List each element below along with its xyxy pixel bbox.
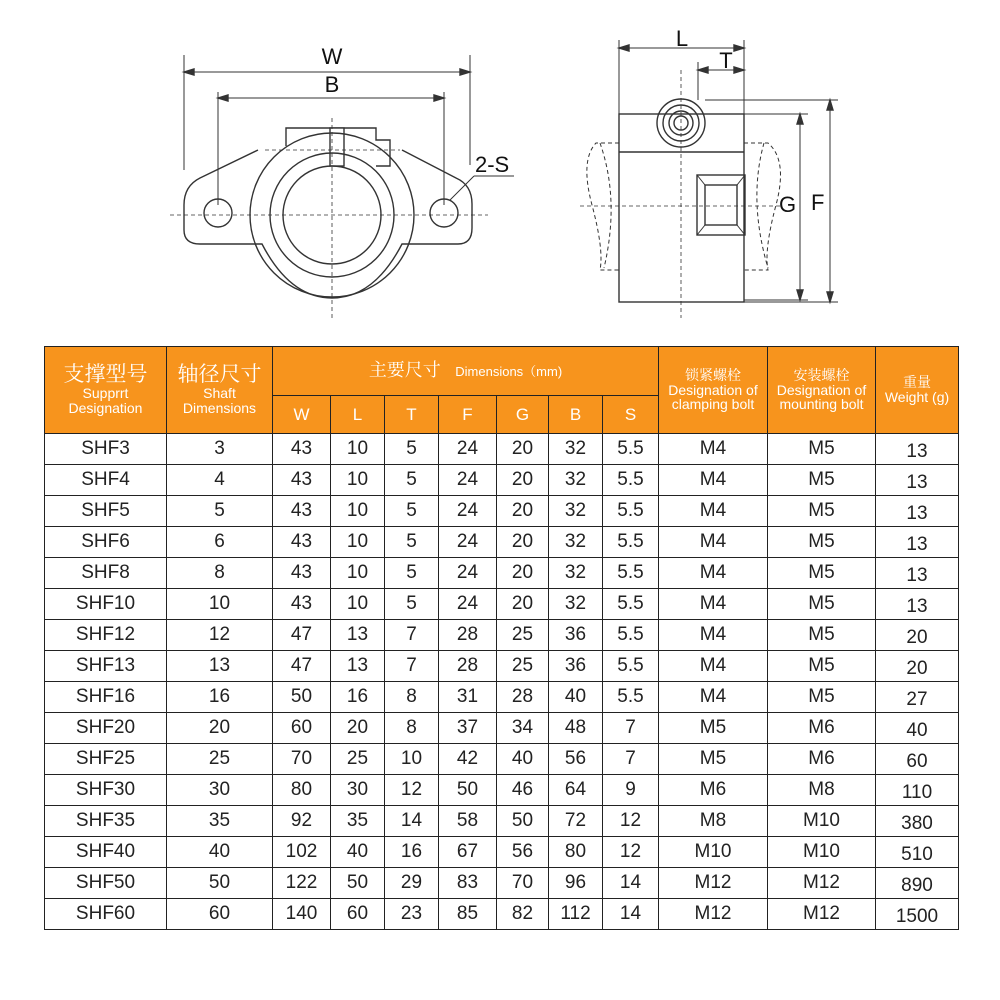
cell-s: 5.5 bbox=[603, 620, 659, 651]
cell-g: 20 bbox=[497, 527, 549, 558]
cell-weight: 890 bbox=[876, 868, 959, 899]
cell-b: 40 bbox=[549, 682, 603, 713]
cell-t: 8 bbox=[385, 713, 439, 744]
cell-b: 32 bbox=[549, 434, 603, 465]
cell-weight: 13 bbox=[876, 558, 959, 589]
cell-t: 8 bbox=[385, 682, 439, 713]
cell-w: 92 bbox=[273, 806, 331, 837]
cell-g: 20 bbox=[497, 558, 549, 589]
dim-w-label: W bbox=[321, 44, 343, 69]
header-model-en: Supprrt Designation bbox=[68, 385, 143, 417]
dim-t-label: T bbox=[719, 48, 733, 73]
cell-w: 80 bbox=[273, 775, 331, 806]
cell-weight: 40 bbox=[876, 713, 959, 744]
cell-t: 5 bbox=[385, 589, 439, 620]
cell-mount-bolt: M12 bbox=[768, 899, 876, 930]
header-clamp-cn: 锁紧螺栓 bbox=[685, 366, 741, 383]
cell-f: 24 bbox=[439, 589, 497, 620]
header-dimensions-en: Dimensions（mm) bbox=[455, 364, 563, 380]
cell-t: 5 bbox=[385, 465, 439, 496]
cell-l: 10 bbox=[331, 465, 385, 496]
cell-f: 67 bbox=[439, 837, 497, 868]
cell-model: SHF13 bbox=[45, 651, 167, 682]
cell-g: 20 bbox=[497, 434, 549, 465]
cell-s: 5.5 bbox=[603, 589, 659, 620]
cell-s: 5.5 bbox=[603, 527, 659, 558]
cell-shaft: 60 bbox=[167, 899, 273, 930]
cell-w: 50 bbox=[273, 682, 331, 713]
cell-s: 5.5 bbox=[603, 434, 659, 465]
header-col-w: W bbox=[273, 396, 331, 434]
cell-clamp-bolt: M4 bbox=[659, 527, 768, 558]
header-model bbox=[45, 347, 167, 434]
header-clamp-bolt bbox=[659, 347, 768, 434]
cell-l: 10 bbox=[331, 496, 385, 527]
cell-l: 35 bbox=[331, 806, 385, 837]
cell-shaft: 30 bbox=[167, 775, 273, 806]
cell-clamp-bolt: M4 bbox=[659, 496, 768, 527]
cell-t: 5 bbox=[385, 496, 439, 527]
cell-w: 43 bbox=[273, 527, 331, 558]
cell-s: 5.5 bbox=[603, 651, 659, 682]
cell-weight: 110 bbox=[876, 775, 959, 806]
cell-b: 32 bbox=[549, 465, 603, 496]
cell-clamp-bolt: M4 bbox=[659, 558, 768, 589]
cell-t: 29 bbox=[385, 868, 439, 899]
cell-b: 64 bbox=[549, 775, 603, 806]
cell-weight: 60 bbox=[876, 744, 959, 775]
cell-model: SHF40 bbox=[45, 837, 167, 868]
cell-g: 20 bbox=[497, 496, 549, 527]
cell-w: 43 bbox=[273, 589, 331, 620]
header-col-t: T bbox=[385, 396, 439, 434]
cell-g: 20 bbox=[497, 589, 549, 620]
cell-b: 48 bbox=[549, 713, 603, 744]
cell-g: 82 bbox=[497, 899, 549, 930]
cell-mount-bolt: M12 bbox=[768, 868, 876, 899]
cell-b: 32 bbox=[549, 496, 603, 527]
header-weight-en: Weight (g) bbox=[884, 389, 950, 405]
cell-s: 5.5 bbox=[603, 682, 659, 713]
cell-weight: 13 bbox=[876, 527, 959, 558]
cell-weight: 13 bbox=[876, 434, 959, 465]
cell-model: SHF16 bbox=[45, 682, 167, 713]
cell-clamp-bolt: M4 bbox=[659, 465, 768, 496]
cell-weight: 13 bbox=[876, 589, 959, 620]
cell-mount-bolt: M5 bbox=[768, 558, 876, 589]
header-model-cn: 支撑型号 bbox=[63, 363, 148, 387]
cell-f: 28 bbox=[439, 651, 497, 682]
cell-shaft: 3 bbox=[167, 434, 273, 465]
cell-g: 25 bbox=[497, 620, 549, 651]
cell-g: 46 bbox=[497, 775, 549, 806]
cell-f: 85 bbox=[439, 899, 497, 930]
cell-s: 12 bbox=[603, 837, 659, 868]
table-row bbox=[45, 713, 959, 744]
front-view bbox=[170, 55, 514, 318]
cell-shaft: 35 bbox=[167, 806, 273, 837]
cell-l: 40 bbox=[331, 837, 385, 868]
table-row bbox=[45, 434, 959, 465]
cell-model: SHF4 bbox=[45, 465, 167, 496]
table-row bbox=[45, 744, 959, 775]
cell-t: 7 bbox=[385, 620, 439, 651]
cell-s: 5.5 bbox=[603, 558, 659, 589]
cell-shaft: 10 bbox=[167, 589, 273, 620]
cell-w: 43 bbox=[273, 558, 331, 589]
cell-s: 5.5 bbox=[603, 465, 659, 496]
cell-mount-bolt: M6 bbox=[768, 744, 876, 775]
cell-f: 24 bbox=[439, 496, 497, 527]
cell-shaft: 20 bbox=[167, 713, 273, 744]
table-row bbox=[45, 620, 959, 651]
cell-mount-bolt: M5 bbox=[768, 651, 876, 682]
cell-shaft: 25 bbox=[167, 744, 273, 775]
side-view bbox=[580, 40, 838, 318]
dim-2s-label: 2-S bbox=[475, 152, 510, 177]
cell-weight: 20 bbox=[876, 651, 959, 682]
cell-weight: 380 bbox=[876, 806, 959, 837]
dim-g-label: G bbox=[779, 192, 797, 217]
cell-b: 112 bbox=[549, 899, 603, 930]
cell-clamp-bolt: M10 bbox=[659, 837, 768, 868]
cell-f: 24 bbox=[439, 527, 497, 558]
header-mount-cn: 安装螺栓 bbox=[793, 366, 850, 383]
table-row bbox=[45, 527, 959, 558]
spec-table bbox=[44, 346, 959, 930]
header-col-s: S bbox=[603, 396, 659, 434]
cell-weight: 510 bbox=[876, 837, 959, 868]
cell-mount-bolt: M10 bbox=[768, 806, 876, 837]
cell-l: 10 bbox=[331, 527, 385, 558]
cell-model: SHF30 bbox=[45, 775, 167, 806]
cell-b: 96 bbox=[549, 868, 603, 899]
cell-model: SHF3 bbox=[45, 434, 167, 465]
header-mount-bolt bbox=[768, 347, 876, 434]
cell-mount-bolt: M5 bbox=[768, 465, 876, 496]
header-col-l: L bbox=[331, 396, 385, 434]
cell-l: 13 bbox=[331, 651, 385, 682]
cell-f: 24 bbox=[439, 465, 497, 496]
cell-shaft: 50 bbox=[167, 868, 273, 899]
cell-mount-bolt: M5 bbox=[768, 682, 876, 713]
cell-w: 43 bbox=[273, 434, 331, 465]
cell-s: 9 bbox=[603, 775, 659, 806]
cell-f: 58 bbox=[439, 806, 497, 837]
cell-clamp-bolt: M12 bbox=[659, 868, 768, 899]
cell-l: 10 bbox=[331, 558, 385, 589]
cell-mount-bolt: M5 bbox=[768, 527, 876, 558]
cell-l: 10 bbox=[331, 434, 385, 465]
header-mount-en: Designation of mounting bolt bbox=[776, 381, 867, 413]
cell-w: 43 bbox=[273, 465, 331, 496]
cell-l: 16 bbox=[331, 682, 385, 713]
cell-w: 43 bbox=[273, 496, 331, 527]
cell-w: 60 bbox=[273, 713, 331, 744]
cell-l: 10 bbox=[331, 589, 385, 620]
cell-model: SHF60 bbox=[45, 899, 167, 930]
cell-shaft: 16 bbox=[167, 682, 273, 713]
cell-weight: 13 bbox=[876, 496, 959, 527]
cell-t: 7 bbox=[385, 651, 439, 682]
cell-g: 28 bbox=[497, 682, 549, 713]
cell-f: 31 bbox=[439, 682, 497, 713]
cell-shaft: 40 bbox=[167, 837, 273, 868]
cell-g: 25 bbox=[497, 651, 549, 682]
header-shaft-cn: 轴径尺寸 bbox=[177, 363, 262, 387]
drawing-svg bbox=[0, 0, 1000, 340]
cell-f: 28 bbox=[439, 620, 497, 651]
cell-weight: 1500 bbox=[876, 899, 959, 930]
cell-b: 32 bbox=[549, 558, 603, 589]
table-row bbox=[45, 806, 959, 837]
header-weight-cn: 重量 bbox=[903, 374, 931, 391]
cell-model: SHF8 bbox=[45, 558, 167, 589]
cell-mount-bolt: M10 bbox=[768, 837, 876, 868]
cell-model: SHF12 bbox=[45, 620, 167, 651]
cell-b: 80 bbox=[549, 837, 603, 868]
cell-g: 40 bbox=[497, 744, 549, 775]
dim-l-label: L bbox=[675, 26, 689, 51]
cell-f: 50 bbox=[439, 775, 497, 806]
cell-l: 50 bbox=[331, 868, 385, 899]
cell-b: 32 bbox=[549, 527, 603, 558]
cell-weight: 27 bbox=[876, 682, 959, 713]
cell-l: 25 bbox=[331, 744, 385, 775]
cell-f: 83 bbox=[439, 868, 497, 899]
cell-s: 5.5 bbox=[603, 496, 659, 527]
cell-g: 34 bbox=[497, 713, 549, 744]
cell-model: SHF20 bbox=[45, 713, 167, 744]
cell-clamp-bolt: M5 bbox=[659, 744, 768, 775]
cell-b: 36 bbox=[549, 620, 603, 651]
table-row bbox=[45, 651, 959, 682]
cell-clamp-bolt: M4 bbox=[659, 434, 768, 465]
cell-shaft: 8 bbox=[167, 558, 273, 589]
cell-clamp-bolt: M4 bbox=[659, 682, 768, 713]
cell-s: 7 bbox=[603, 744, 659, 775]
cell-t: 5 bbox=[385, 434, 439, 465]
cell-w: 102 bbox=[273, 837, 331, 868]
header-col-f: F bbox=[439, 396, 497, 434]
table-header bbox=[45, 347, 959, 434]
cell-s: 12 bbox=[603, 806, 659, 837]
cell-clamp-bolt: M5 bbox=[659, 713, 768, 744]
cell-model: SHF25 bbox=[45, 744, 167, 775]
cell-f: 37 bbox=[439, 713, 497, 744]
cell-model: SHF10 bbox=[45, 589, 167, 620]
cell-shaft: 12 bbox=[167, 620, 273, 651]
table-row bbox=[45, 899, 959, 930]
table-row bbox=[45, 496, 959, 527]
cell-f: 42 bbox=[439, 744, 497, 775]
cell-l: 60 bbox=[331, 899, 385, 930]
cell-l: 30 bbox=[331, 775, 385, 806]
cell-t: 5 bbox=[385, 558, 439, 589]
cell-g: 20 bbox=[497, 465, 549, 496]
cell-shaft: 4 bbox=[167, 465, 273, 496]
table-row bbox=[45, 837, 959, 868]
cell-b: 56 bbox=[549, 744, 603, 775]
header-dimensions bbox=[273, 347, 659, 396]
cell-mount-bolt: M5 bbox=[768, 496, 876, 527]
dim-b-label: B bbox=[324, 72, 340, 97]
cell-l: 13 bbox=[331, 620, 385, 651]
cell-clamp-bolt: M12 bbox=[659, 899, 768, 930]
header-col-g: G bbox=[497, 396, 549, 434]
cell-g: 56 bbox=[497, 837, 549, 868]
header-shaft-en: Shaft Dimensions bbox=[182, 385, 257, 417]
cell-w: 70 bbox=[273, 744, 331, 775]
cell-t: 10 bbox=[385, 744, 439, 775]
cell-model: SHF35 bbox=[45, 806, 167, 837]
cell-mount-bolt: M5 bbox=[768, 434, 876, 465]
cell-w: 122 bbox=[273, 868, 331, 899]
cell-t: 5 bbox=[385, 527, 439, 558]
cell-b: 36 bbox=[549, 651, 603, 682]
cell-model: SHF5 bbox=[45, 496, 167, 527]
header-col-b: B bbox=[549, 396, 603, 434]
cell-t: 23 bbox=[385, 899, 439, 930]
header-clamp-en: Designation of clamping bolt bbox=[668, 381, 758, 413]
table-row bbox=[45, 868, 959, 899]
cell-mount-bolt: M5 bbox=[768, 589, 876, 620]
table-body bbox=[45, 434, 959, 930]
technical-drawing-area bbox=[0, 0, 1000, 340]
cell-g: 70 bbox=[497, 868, 549, 899]
table-row bbox=[45, 682, 959, 713]
cell-weight: 20 bbox=[876, 620, 959, 651]
cell-g: 50 bbox=[497, 806, 549, 837]
cell-mount-bolt: M6 bbox=[768, 713, 876, 744]
cell-shaft: 13 bbox=[167, 651, 273, 682]
header-weight bbox=[876, 347, 959, 434]
cell-b: 32 bbox=[549, 589, 603, 620]
dim-f-label: F bbox=[811, 190, 825, 215]
cell-mount-bolt: M8 bbox=[768, 775, 876, 806]
cell-weight: 13 bbox=[876, 465, 959, 496]
cell-clamp-bolt: M6 bbox=[659, 775, 768, 806]
cell-w: 47 bbox=[273, 620, 331, 651]
table-row bbox=[45, 775, 959, 806]
cell-s: 14 bbox=[603, 899, 659, 930]
cell-w: 47 bbox=[273, 651, 331, 682]
cell-clamp-bolt: M4 bbox=[659, 620, 768, 651]
cell-b: 72 bbox=[549, 806, 603, 837]
cell-shaft: 6 bbox=[167, 527, 273, 558]
cell-t: 16 bbox=[385, 837, 439, 868]
table-row bbox=[45, 558, 959, 589]
cell-clamp-bolt: M4 bbox=[659, 651, 768, 682]
cell-w: 140 bbox=[273, 899, 331, 930]
cell-t: 12 bbox=[385, 775, 439, 806]
table-row bbox=[45, 589, 959, 620]
cell-mount-bolt: M5 bbox=[768, 620, 876, 651]
cell-shaft: 5 bbox=[167, 496, 273, 527]
cell-model: SHF6 bbox=[45, 527, 167, 558]
cell-model: SHF50 bbox=[45, 868, 167, 899]
cell-s: 7 bbox=[603, 713, 659, 744]
cell-s: 14 bbox=[603, 868, 659, 899]
header-dimensions-cn: 主要尺寸 bbox=[368, 360, 441, 381]
cell-f: 24 bbox=[439, 434, 497, 465]
cell-clamp-bolt: M8 bbox=[659, 806, 768, 837]
cell-l: 20 bbox=[331, 713, 385, 744]
table-row bbox=[45, 465, 959, 496]
cell-f: 24 bbox=[439, 558, 497, 589]
cell-clamp-bolt: M4 bbox=[659, 589, 768, 620]
header-shaft bbox=[167, 347, 273, 434]
cell-t: 14 bbox=[385, 806, 439, 837]
